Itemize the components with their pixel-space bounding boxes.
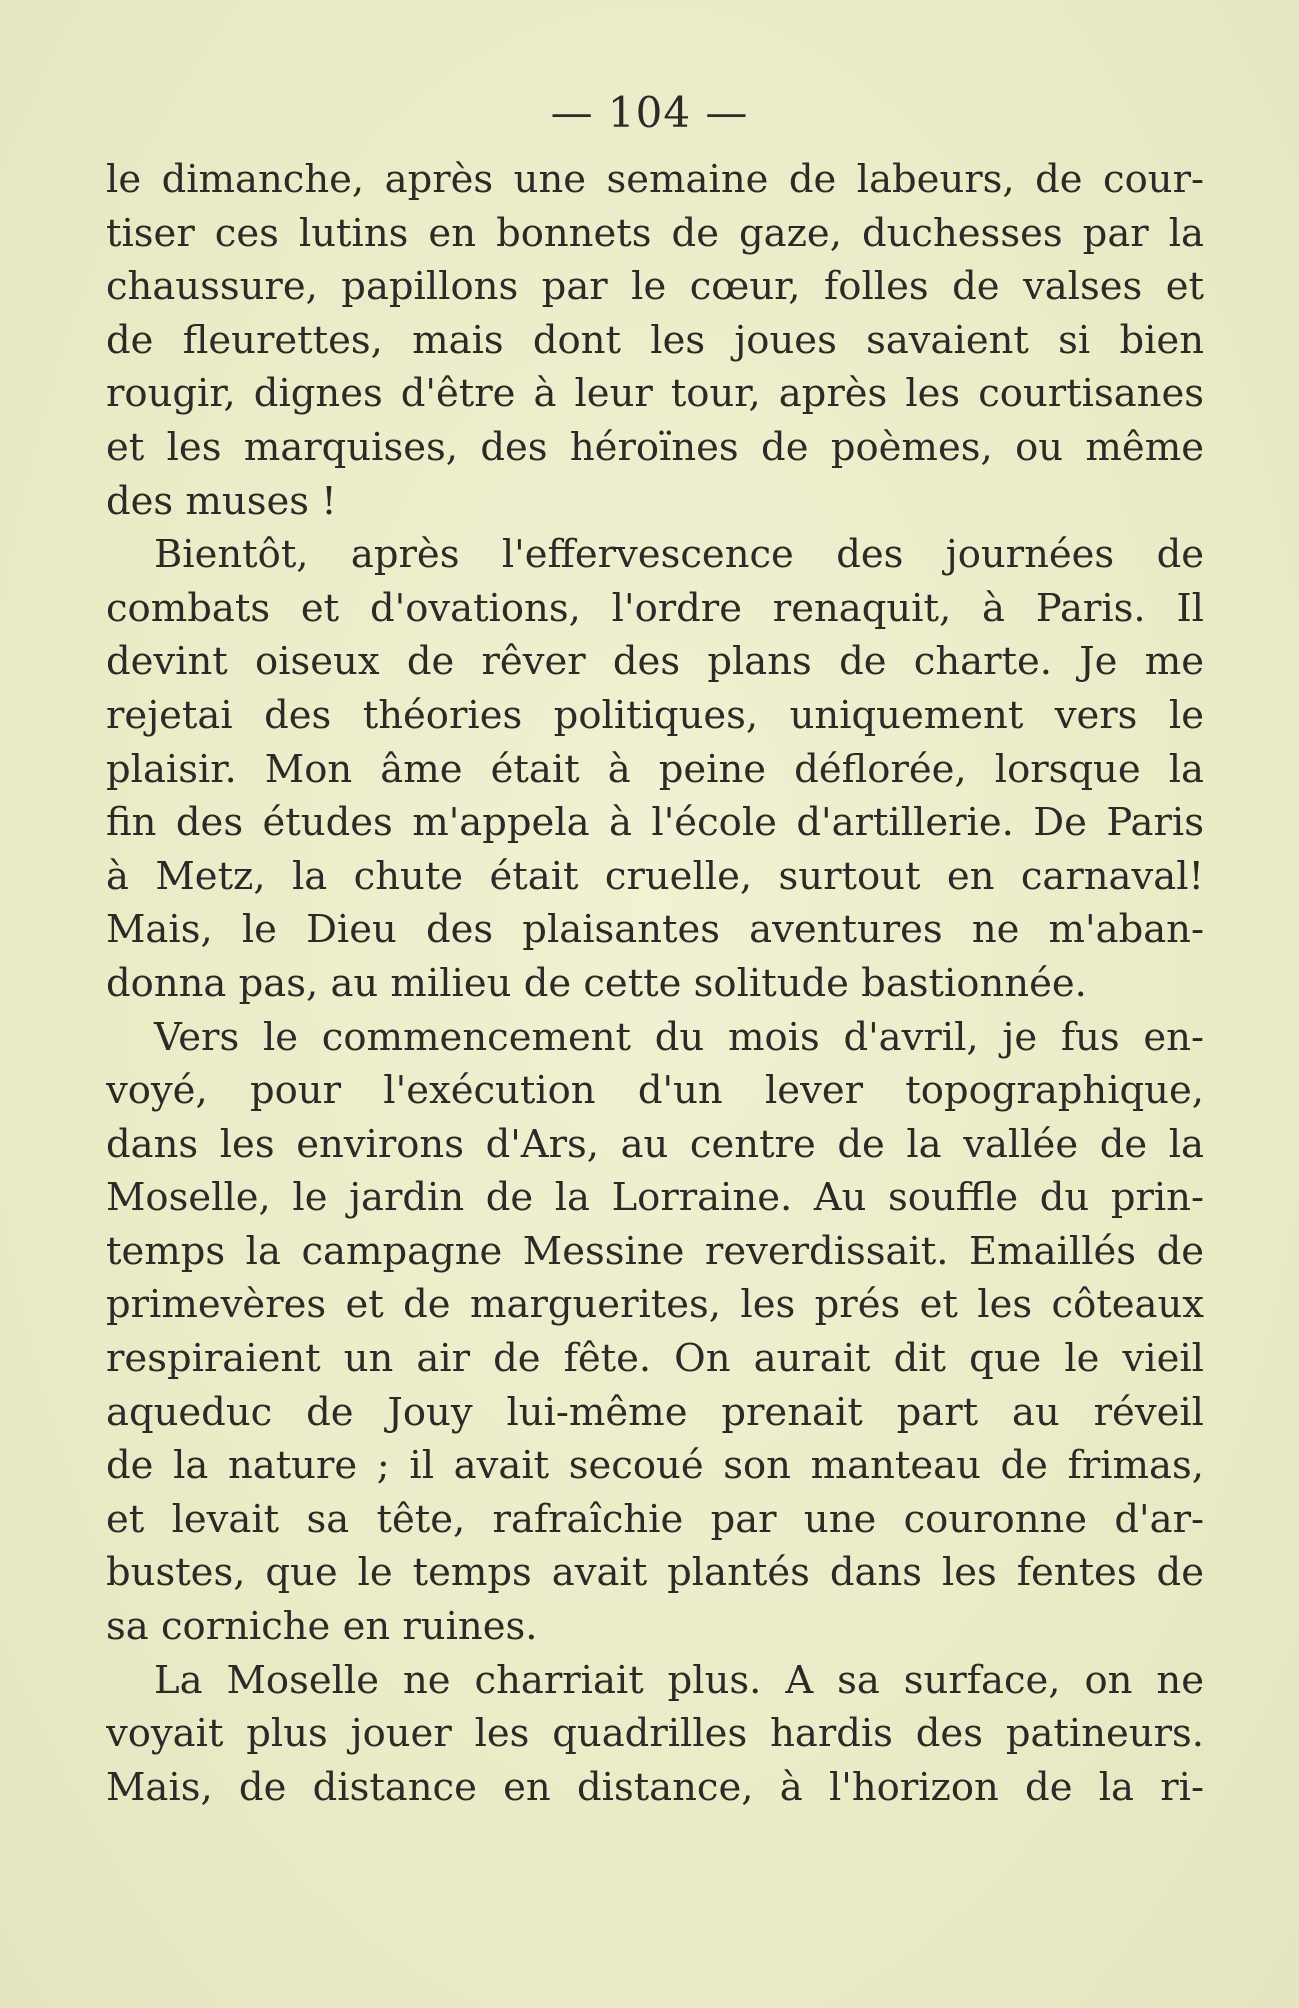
text-line: Vers le commencement du mois d'avril, je fus en- — [154, 1014, 1204, 1060]
text-line: et les marquises, des héroïnes de poèmes, ou même — [106, 424, 1204, 470]
page-number: — 104 — — [550, 88, 749, 137]
text-line: Bientôt, après l'effervescence des journées de — [154, 532, 1204, 578]
text-line: Moselle, le jardin de la Lorraine. Au souffle du prin- — [106, 1175, 1204, 1221]
text-line: devint oiseux de rêver des plans de charte. Je me — [106, 639, 1204, 685]
text-line: bustes, que le temps avait plantés dans les fentes de — [106, 1550, 1204, 1596]
text-line: combats et d'ovations, l'ordre renaquit, à Paris. Il — [106, 585, 1204, 631]
text-line: tiser ces lutins en bonnets de gaze, duchesses par la — [106, 210, 1204, 256]
text-line: Mais, de distance en distance, à l'horizon de la ri- — [106, 1764, 1204, 1810]
text-line: sa corniche en ruines. — [106, 1604, 538, 1650]
body-text — [106, 153, 1204, 1814]
text-line: temps la campagne Messine reverdissait. Emaillés de — [106, 1228, 1204, 1274]
text-line: Mais, le Dieu des plaisantes aventures ne m'aban- — [106, 907, 1204, 953]
text-line: et levait sa tête, rafraîchie par une couronne d'ar- — [106, 1496, 1204, 1542]
text-line: le dimanche, après une semaine de labeurs, de cour- — [106, 157, 1204, 202]
text-line: fin des études m'appela à l'école d'artillerie. De Paris — [106, 800, 1204, 846]
text-line: dans les environs d'Ars, au centre de la vallée de la — [106, 1121, 1204, 1167]
text-line: rougir, dignes d'être à leur tour, après les courtisanes — [106, 371, 1204, 417]
text-line: rejetai des théories politiques, uniquement vers le — [106, 692, 1204, 738]
text-line: de la nature ; il avait secoué son manteau de frimas, — [106, 1443, 1204, 1489]
text-line: voyait plus jouer les quadrilles hardis des patineurs. — [106, 1711, 1204, 1757]
text-line: donna pas, au milieu de cette solitude bastionnée. — [106, 960, 1087, 1006]
text-line: plaisir. Mon âme était à peine déflorée, lorsque la — [106, 746, 1204, 792]
text-line: aqueduc de Jouy lui-même prenait part au réveil — [106, 1389, 1204, 1435]
text-line: primevères et de marguerites, les prés et les côteaux — [106, 1282, 1204, 1328]
text-line: chaussure, papillons par le cœur, folles de valses et — [106, 264, 1204, 310]
text-line: voyé, pour l'exécution d'un lever topographique, — [106, 1068, 1204, 1114]
text-line: à Metz, la chute était cruelle, surtout en carnaval! — [106, 853, 1204, 899]
text-line: de fleurettes, mais dont les joues savaient si bien — [106, 317, 1204, 363]
text-line: respiraient un air de fête. On aurait dit que le vieil — [106, 1336, 1204, 1382]
text-line: des muses ! — [106, 478, 337, 524]
text-line: La Moselle ne charriait plus. A sa surface, on ne — [154, 1657, 1204, 1703]
